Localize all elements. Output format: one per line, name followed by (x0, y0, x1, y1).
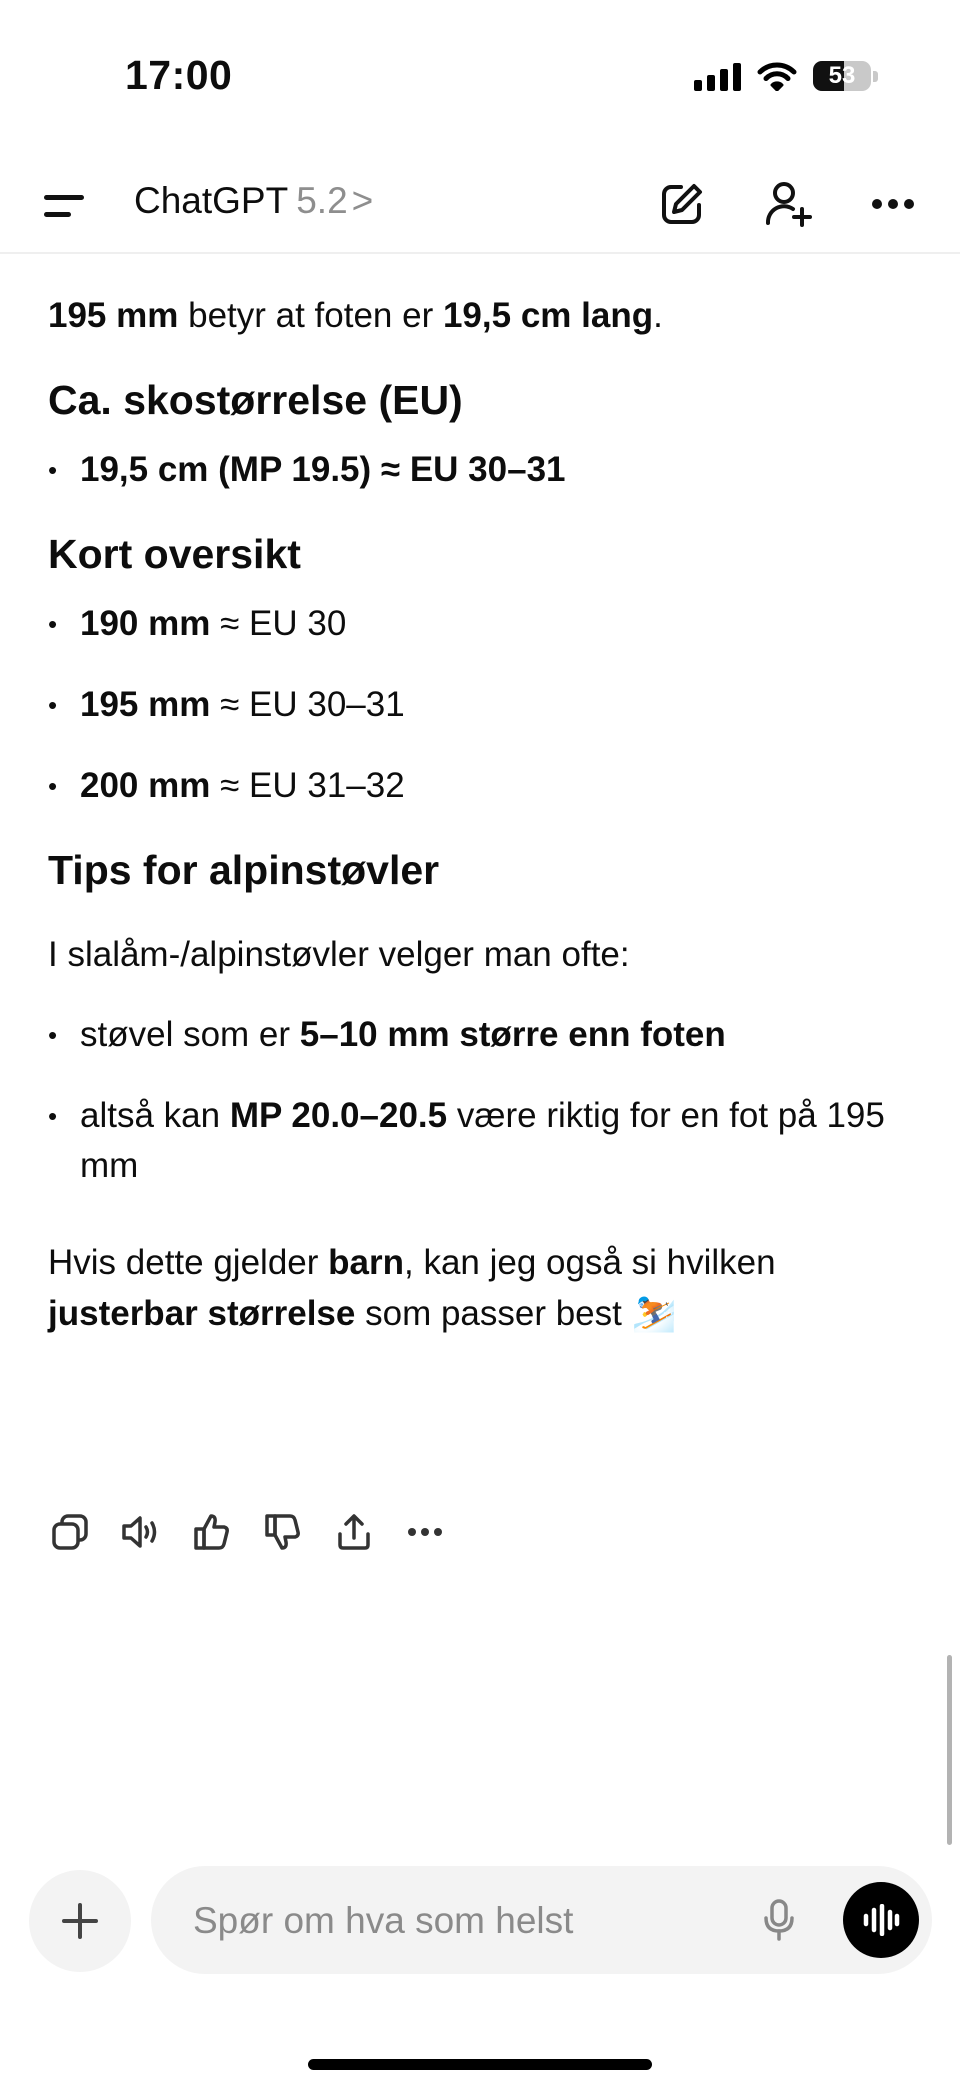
add-user-icon (763, 179, 813, 229)
list-item-bold: 200 mm (80, 766, 211, 805)
share-icon (334, 1512, 374, 1552)
microphone-icon (761, 1898, 797, 1942)
closing-paragraph (48, 1238, 918, 1339)
signal-icon (694, 61, 741, 91)
plus-icon (60, 1901, 100, 1941)
list-item (48, 599, 918, 649)
new-chat-button[interactable] (654, 176, 710, 232)
app-name: ChatGPT (134, 180, 289, 221)
add-attachment-button[interactable] (29, 1870, 131, 1972)
battery-level: 53 (828, 62, 856, 89)
closing-bold: justerbar størrelse (48, 1294, 356, 1333)
copy-button[interactable] (48, 1510, 92, 1554)
thumbs-up-icon (192, 1512, 232, 1552)
battery-icon (813, 61, 871, 91)
list-item (48, 445, 918, 495)
edit-icon (659, 181, 705, 227)
assistant-message (48, 252, 918, 1339)
list-item-bold: 5–10 mm større enn foten (299, 1015, 726, 1054)
scrollbar[interactable] (947, 1655, 952, 1845)
list-item-bold: 195 mm (80, 685, 211, 724)
model-version: 5.2 (296, 180, 348, 221)
dictation-button[interactable] (751, 1892, 807, 1948)
list-item (48, 1010, 918, 1060)
more-icon (407, 1527, 443, 1537)
bad-response-button[interactable] (261, 1510, 305, 1554)
list-item-text: ≈ EU 30–31 (210, 685, 405, 724)
list-item-text: altså kan (80, 1096, 230, 1135)
message-actions (48, 1510, 447, 1554)
voice-waveform-icon (861, 1904, 901, 1936)
closing-text: Hvis dette gjelder (48, 1243, 329, 1282)
composer-bar (151, 1866, 932, 1974)
list-item (48, 680, 918, 730)
battery-tip (873, 71, 878, 82)
closing-text: som passer best (355, 1294, 632, 1333)
model-selector[interactable] (134, 180, 373, 222)
thumbs-down-icon (263, 1512, 303, 1552)
copy-icon (50, 1512, 90, 1552)
section-heading-tips: Tips for alpinstøvler (48, 847, 440, 893)
read-aloud-button[interactable] (119, 1510, 163, 1554)
size-list (48, 445, 918, 495)
list-item-bold: 19,5 cm (MP 19.5) ≈ EU 30–31 (80, 450, 566, 489)
home-indicator (308, 2059, 652, 2070)
closing-bold: barn (328, 1243, 404, 1282)
intro-bold-1: 195 mm (48, 296, 179, 335)
section-heading-overview: Kort oversikt (48, 531, 301, 577)
more-actions-button[interactable] (403, 1510, 447, 1554)
intro-paragraph (48, 291, 918, 341)
status-icons (694, 56, 878, 96)
closing-text: , kan jeg også si hvilken (404, 1243, 776, 1282)
voice-mode-button[interactable] (843, 1882, 919, 1958)
list-item-bold: 190 mm (80, 604, 211, 643)
overview-list (48, 599, 918, 811)
add-people-button[interactable] (760, 176, 816, 232)
intro-bold-2: 19,5 cm lang (442, 296, 654, 335)
speaker-icon (120, 1512, 162, 1552)
list-item (48, 761, 918, 811)
more-horizontal-icon (871, 198, 915, 210)
list-item-text: ≈ EU 31–32 (210, 766, 405, 805)
status-time: 17:00 (125, 52, 233, 98)
tips-list (48, 1010, 918, 1191)
list-item-bold: MP 20.0–20.5 (229, 1096, 448, 1135)
intro-text-2: . (653, 296, 663, 335)
list-item-text: støvel som er (80, 1015, 300, 1054)
app-header (0, 160, 960, 254)
list-item-text: være riktig for en fot på 195 mm (80, 1096, 885, 1185)
chevron-right-icon: > (351, 180, 374, 221)
wifi-icon (757, 61, 797, 91)
share-button[interactable] (332, 1510, 376, 1554)
good-response-button[interactable] (190, 1510, 234, 1554)
list-item-text: ≈ EU 30 (210, 604, 347, 643)
section-heading-size: Ca. skostørrelse (EU) (48, 377, 463, 423)
message-input[interactable] (191, 1866, 715, 1976)
skier-emoji: ⛷️ (631, 1292, 677, 1333)
list-item (48, 1091, 918, 1191)
tips-intro: I slalåm-/alpinstøvler velger man ofte: (48, 935, 630, 974)
more-options-button[interactable] (865, 176, 921, 232)
intro-text-1: betyr at foten er (178, 296, 443, 335)
sidebar-menu-button[interactable] (44, 186, 90, 226)
